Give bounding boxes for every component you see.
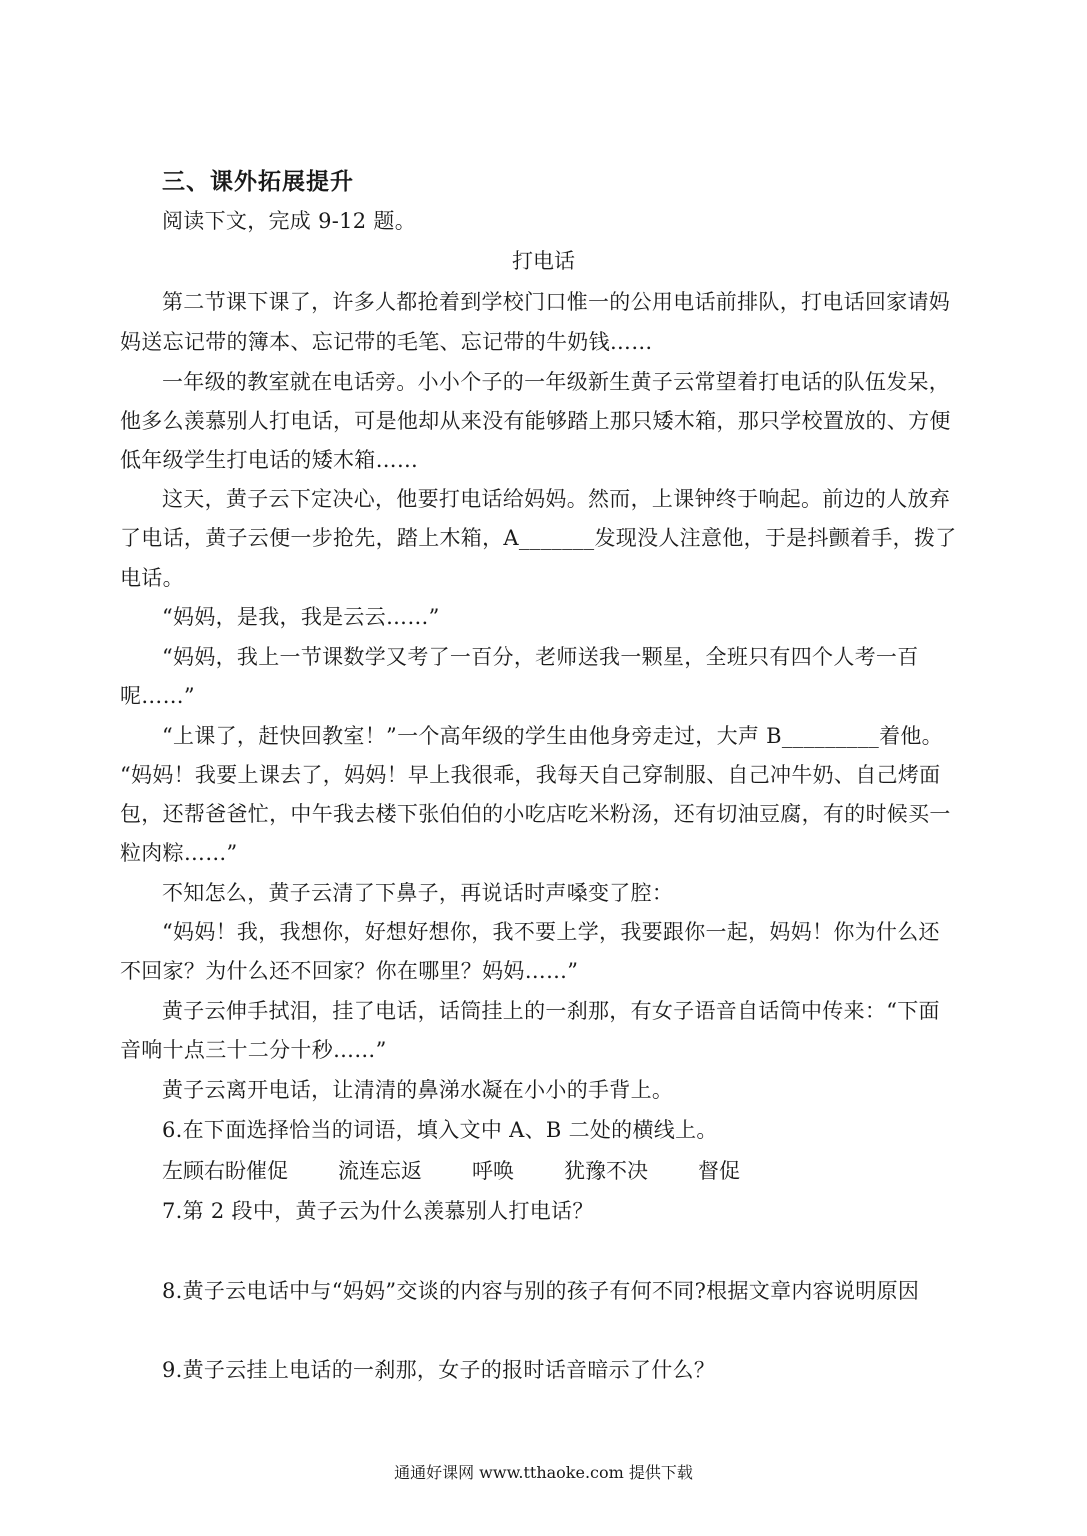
paragraph-line: 他多么羡慕别人打电话，可是他却从来没有能够踏上那只矮木箱，那只学校置放的、方便 (120, 409, 951, 433)
paragraph-line: “妈妈，是我，我是云云……” (162, 605, 440, 629)
section-heading: 三、课外拓展提升 (162, 169, 354, 195)
paragraph-line: 妈送忘记带的簿本、忘记带的毛笔、忘记带的牛奶钱…… (120, 330, 653, 354)
paragraph-line: 呢……” (120, 684, 195, 708)
paragraph-line: 一年级的教室就在电话旁。小小个子的一年级新生黄子云常望着打电话的队伍发呆， (162, 370, 951, 394)
question-9: 9.黄子云挂上电话的一刹那，女子的报时话音暗示了什么？ (162, 1358, 716, 1382)
paragraph-line: 电话。 (120, 566, 184, 590)
paragraph-line: 音响十点三十二分十秒……” (120, 1038, 387, 1062)
word-option: 流连忘返 (338, 1159, 422, 1183)
question-7: 7.第 2 段中，黄子云为什么羡慕别人打电话？ (162, 1199, 594, 1223)
paragraph-line: “妈妈，我上一节课数学又考了一百分，老师送我一颗星，全班只有四个人考一百 (162, 645, 919, 669)
word-option: 左顾右盼催促 (162, 1159, 288, 1183)
paragraph-line: 了电话，黄子云便一步抢先，踏上木箱，A_______发现没人注意他，于是抖颤着手，拨了 (120, 526, 957, 550)
paragraph-line: 不知怎么，黄子云清了下鼻子，再说话时声嗓变了腔： (162, 881, 674, 905)
paragraph-line: “妈妈！我，我想你，好想好想你，我不要上学，我要跟你一起，妈妈！你为什么还 (162, 920, 940, 944)
word-option: 呼唤 (472, 1159, 514, 1183)
paragraph-line: 不回家？为什么还不回家？你在哪里？妈妈……” (120, 959, 579, 983)
footer-credit: 通通好课网 www.tthaoke.com 提供下载 (394, 1463, 693, 1482)
story-title: 打电话 (512, 249, 575, 273)
paragraph-line: 第二节课下课了，许多人都抢着到学校门口惟一的公用电话前排队，打电话回家请妈 (162, 290, 951, 314)
paragraph-line: “上课了，赶快回教室！”一个高年级的学生由他身旁走过，大声 B_________着他。 (162, 724, 943, 748)
paragraph-line: 粒肉粽……” (120, 841, 238, 865)
paragraph-line: 黄子云伸手拭泪，挂了电话，话筒挂上的一刹那，有女子语音自话筒中传来：“下面 (162, 999, 940, 1023)
question-8: 8.黄子云电话中与“妈妈”交谈的内容与别的孩子有何不同?根据文章内容说明原因 (162, 1279, 920, 1303)
paragraph-line: 黄子云离开电话，让清清的鼻涕水凝在小小的手背上。 (162, 1078, 674, 1102)
paragraph-line: 这天，黄子云下定决心，他要打电话给妈妈。然而，上课钟终于响起。前边的人放弃 (162, 487, 951, 511)
word-option: 犹豫不决 (564, 1159, 648, 1183)
instruction: 阅读下文，完成 9-12 题。 (162, 209, 417, 233)
word-option: 督促 (698, 1159, 740, 1183)
paragraph-line: “妈妈！我要上课去了，妈妈！早上我很乖，我每天自己穿制服、自己冲牛奶、自己烤面 (120, 763, 941, 787)
word-options (162, 1156, 740, 1186)
paragraph-line: 包，还帮爸爸忙，中午我去楼下张伯伯的小吃店吃米粉汤，还有切油豆腐，有的时候买一 (120, 802, 951, 826)
paragraph-line: 低年级学生打电话的矮木箱…… (120, 448, 419, 472)
question-6: 6.在下面选择恰当的词语，填入文中 A、B 二处的横线上。 (162, 1118, 718, 1142)
